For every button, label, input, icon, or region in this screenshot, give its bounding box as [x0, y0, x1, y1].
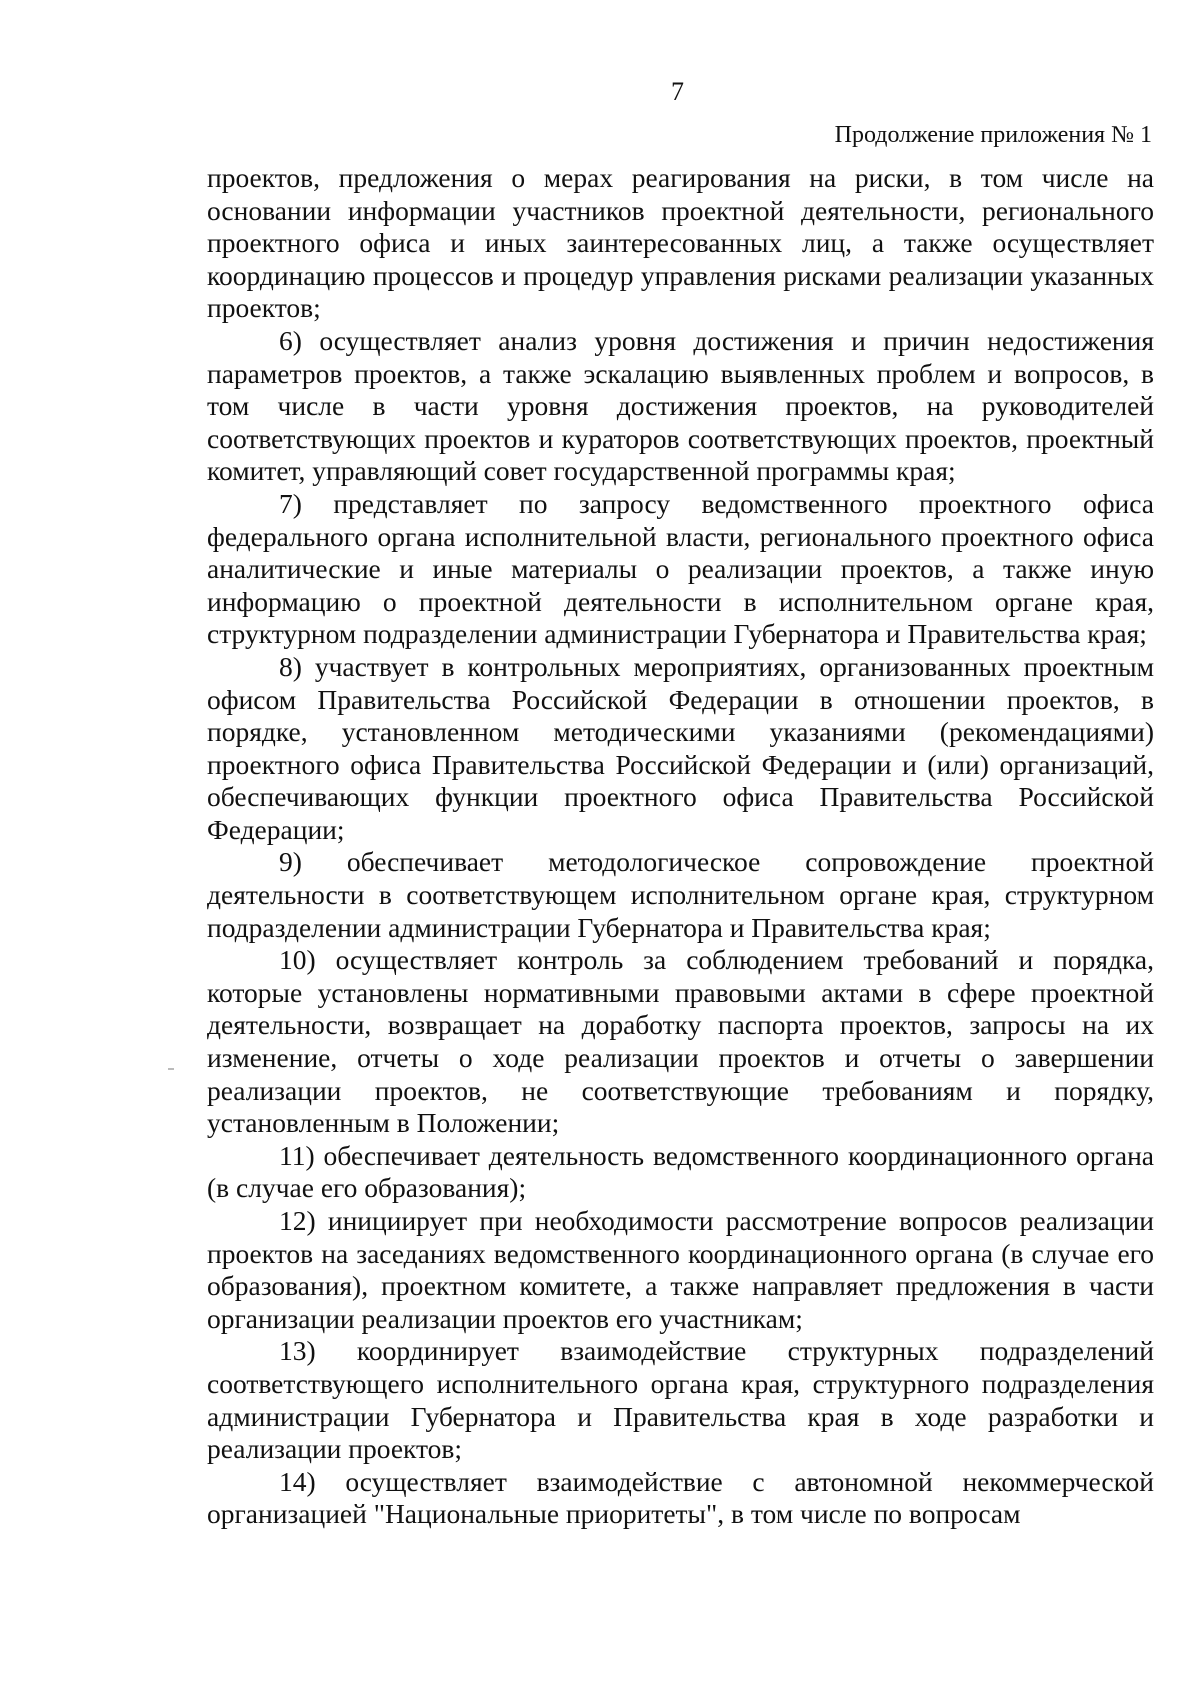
- paragraph-continuation: проектов, предложения о мерах реагирования на риски, в том числе на основании информации участников проектной деятельности, регионального проектного офиса и иных заинтересованных лиц, а также осуществляет координацию процессов и процедур управления рисками реализации указанных проектов;: [207, 162, 1154, 324]
- paragraph-item-8: 8) участвует в контрольных мероприятиях, организованных проектным офисом Правительства Российской Федерации в отношении проектов, в порядке, установленном методическими указаниями (рекомендациями) проектного офиса Правительства Российской Федерации и (или) организаций, обеспечивающих функции проектного офиса Правительства Российской Федерации;: [207, 650, 1154, 845]
- document-body: [207, 162, 1154, 1531]
- margin-mark: [168, 1068, 174, 1070]
- paragraph-item-7: 7) представляет по запросу ведомственного проектного офиса федерального органа исполнительной власти, регионального проектного офиса аналитические и иные материалы о реализации проектов, а также иную информацию о проектной деятельности в исполнительном органе края, структурном подразделении администрации Губернатора и Правительства края;: [207, 487, 1154, 650]
- paragraph-item-11: 11) обеспечивает деятельность ведомственного координационного органа (в случае его образования);: [207, 1139, 1154, 1204]
- paragraph-item-10: 10) осуществляет контроль за соблюдением требований и порядка, которые установлены нормативными правовыми актами в сфере проектной деятельности, возвращает на доработку паспорта проектов, запросы на их изменение, отчеты о ходе реализации проектов и отчеты о завершении реализации проектов, не соответствующие требованиям и порядку, установленным в Положении;: [207, 944, 1154, 1139]
- paragraph-item-12: 12) инициирует при необходимости рассмотрение вопросов реализации проектов на заседаниях ведомственного координационного органа (в случае его образования), проектном комитете, а также направляет предложения в части организации реализации проектов его участникам;: [207, 1205, 1154, 1334]
- paragraph-item-14: 14) осуществляет взаимодействие с автономной некоммерческой организацией "Национальные приоритеты", в том числе по вопросам: [207, 1465, 1154, 1530]
- page-number: 7: [671, 77, 684, 106]
- appendix-continuation-note: Продолжение приложения № 1: [834, 122, 1152, 148]
- paragraph-item-9: 9) обеспечивает методологическое сопровождение проектной деятельности в соответствующем исполнительном органе края, структурном подразделении администрации Губернатора и Правительства края;: [207, 846, 1154, 943]
- paragraph-item-6: 6) осуществляет анализ уровня достижения и причин недостижения параметров проектов, а также эскалацию выявленных проблем и вопросов, в том числе в части уровня достижения проектов, на руководителей соответствующих проектов и кураторов соответствующих проектов, проектный комитет, управляющий совет государственной программы края;: [207, 324, 1154, 487]
- paragraph-item-13: 13) координирует взаимодействие структурных подразделений соответствующего исполнительного органа края, структурного подразделения администрации Губернатора и Правительства края в ходе разработки и реализации проектов;: [207, 1335, 1154, 1465]
